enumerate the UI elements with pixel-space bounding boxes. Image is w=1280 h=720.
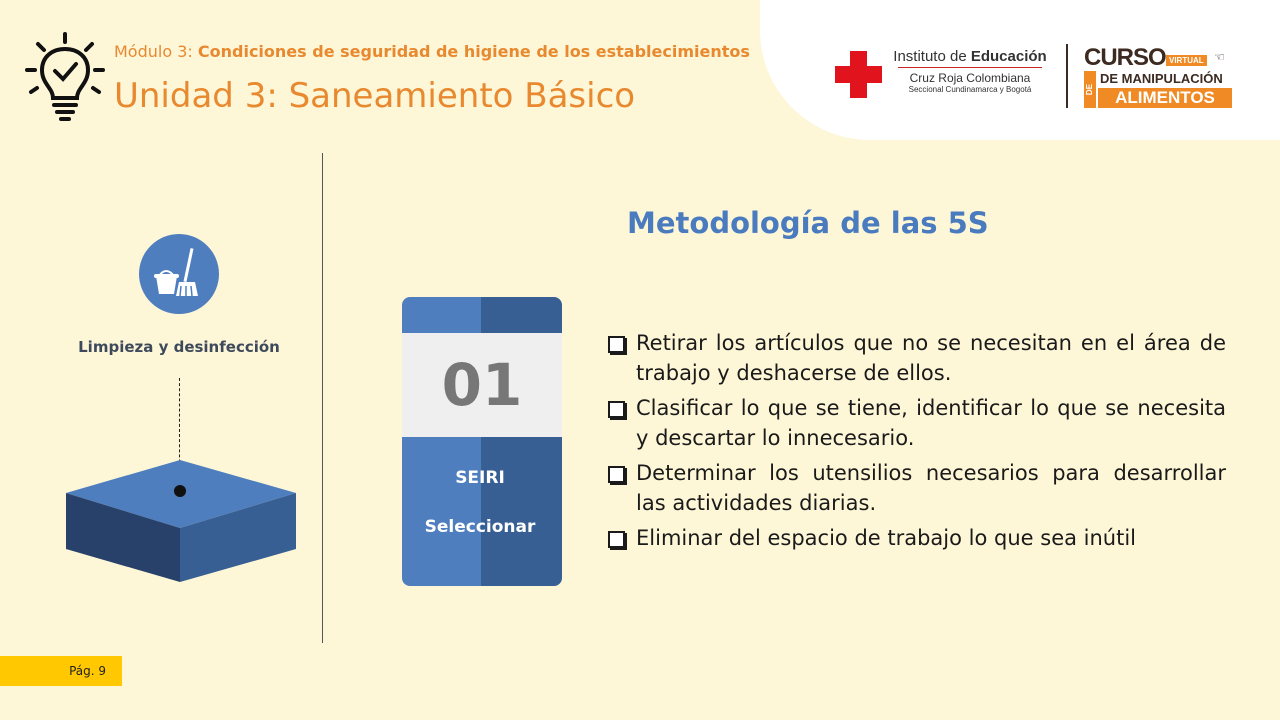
bullet-text: Retirar los artículos que no se necesitan en el área de trabajo y deshacerse de ellos. bbox=[636, 331, 1226, 385]
bullet-text: Clasificar lo que se tiene, identificar lo que se necesita y descartar lo innecesario. bbox=[636, 396, 1226, 450]
institute-org: Cruz Roja Colombiana bbox=[909, 71, 1031, 85]
cleaning-bucket-broom-icon bbox=[139, 234, 219, 314]
red-cross-logo-icon bbox=[835, 51, 882, 98]
institute-logo bbox=[890, 48, 1050, 94]
card-top-left bbox=[402, 297, 481, 333]
curso-alimentos: ALIMENTOS bbox=[1098, 88, 1232, 108]
unit-title: Unidad 3: Saneamiento Básico bbox=[114, 76, 636, 116]
institute-name bbox=[890, 48, 1050, 65]
checkbox-bullet-icon bbox=[608, 336, 625, 353]
topic-label: Limpieza y desinfección bbox=[78, 338, 280, 356]
curso-manipulacion: DE MANIPULACIÓN bbox=[1100, 71, 1223, 86]
curso-de-badge bbox=[1084, 71, 1096, 108]
card-bottom-left bbox=[402, 437, 481, 586]
hand-icon: ☜ bbox=[1214, 50, 1225, 64]
curso-word: CURSO bbox=[1084, 44, 1166, 71]
module-prefix: Módulo 3: bbox=[114, 42, 193, 61]
curso-virtual-badge: VIRTUAL bbox=[1166, 55, 1207, 66]
page-number-badge: Pág. 9 bbox=[0, 656, 122, 686]
card-meaning: Seleccionar bbox=[424, 517, 536, 537]
module-title: Condiciones de seguridad de higiene de los establecimientos bbox=[197, 42, 750, 61]
checkbox-bullet-icon bbox=[608, 401, 625, 418]
checkbox-bullet-icon bbox=[608, 531, 625, 548]
module-subtitle bbox=[114, 42, 750, 61]
list-item bbox=[606, 328, 1226, 388]
list-item bbox=[606, 458, 1226, 518]
bullet-text: Eliminar del espacio de trabajo lo que sea inútil bbox=[636, 526, 1137, 550]
checkbox-bullet-icon bbox=[608, 466, 625, 483]
list-item bbox=[606, 393, 1226, 453]
logo-separator bbox=[1066, 44, 1068, 108]
vertical-divider bbox=[322, 153, 323, 643]
institute-section: Seccional Cundinamarca y Bogotá bbox=[908, 85, 1032, 94]
isometric-platform bbox=[66, 460, 296, 582]
card-number: 01 bbox=[441, 351, 523, 419]
card-term: SEIRI bbox=[455, 468, 505, 488]
institute-rule bbox=[898, 67, 1042, 68]
card-top-right bbox=[481, 297, 562, 333]
curso-logo bbox=[1084, 44, 1234, 110]
lightbulb-check-icon bbox=[24, 32, 106, 122]
list-item bbox=[606, 523, 1226, 553]
institute-name-normal: Instituto de bbox=[893, 48, 971, 65]
card-bottom-right bbox=[481, 437, 562, 586]
curso-de-text: DE bbox=[1085, 83, 1095, 96]
bullet-list bbox=[606, 328, 1226, 558]
institute-name-bold: Educación bbox=[970, 48, 1047, 65]
methodology-title: Metodología de las 5S bbox=[627, 206, 989, 240]
s-step-card bbox=[402, 297, 562, 586]
bullet-text: Determinar los utensilios necesarios para desarrollar las actividades diarias. bbox=[636, 461, 1226, 515]
